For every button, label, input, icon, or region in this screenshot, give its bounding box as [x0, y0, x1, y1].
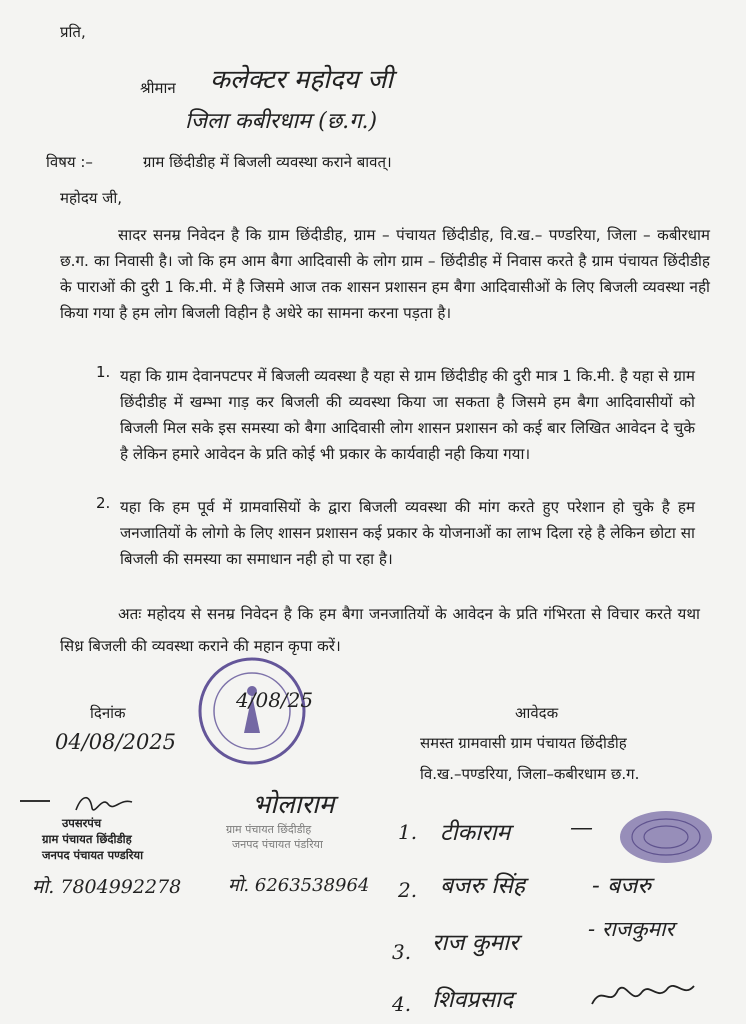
intro-paragraph: सादर सनम्र निवेदन है कि ग्राम छिंदीडीह, ग्राम – पंचायत छिंदीडीह, वि.ख.– पण्डरिया, जिला – कबीरधाम छ.ग. का निवासी है। जो कि हम आम बैगा आदिवासी के लोग ग्राम – छिंदीडीह में निवास करते है ग्राम पंचायत छिंदीडीह के पाराओं की दुरी 1 कि.मी. में है जिसमे आज तक शासन प्रशासन हम बैगा आदिवासीओं के लिए बिजली व्यवस्था नही किया गया है हम लोग बिजली विहीन है अधेरे का सामना करना पड़ता है।: [60, 226, 710, 322]
applicant-line2: वि.ख.–पण्डरिया, जिला–कबीरधाम छ.ग.: [420, 765, 640, 783]
applicant-label: आवेदक: [515, 704, 559, 722]
sign-list-2-name: बजरु सिंह: [440, 873, 525, 899]
signature-scribble-icon: [588, 978, 698, 1012]
sign-list-4-number: 4.: [392, 992, 412, 1016]
closing-paragraph: अतः महोदय से सनम्र निवेदन है कि हम बैगा जनजातियों के आवेदन के प्रति गंभिरता से विचार करते यथा सिध्र बिजली की व्यवस्था कराने की महान कृपा करें।: [60, 605, 700, 655]
recipient-line2: जिला कबीरधाम (छ.ग.): [185, 109, 378, 134]
sign-list-3-number: 3.: [392, 940, 412, 964]
signature-scribble-icon: [72, 790, 136, 818]
upsarpanch-mobile: मो. 7804992278: [32, 876, 182, 898]
greeting: महोदय जी,: [60, 189, 123, 207]
applicant-line1: समस्त ग्रामवासी ग्राम पंचायत छिंदीडीह: [420, 734, 627, 752]
sign-list-3-sign: - राजकुमार: [588, 917, 675, 941]
sign-list-4-signature: [588, 978, 698, 1012]
upsarpanch-org2: जनपद पंचायत पण्डरिया: [42, 848, 144, 862]
salutation-prefix: श्रीमान: [140, 79, 176, 97]
point-2-text: यहा कि हम पूर्व में ग्रामवासियों के द्वारा बिजली व्यवस्था की मांग करते हुए परेशान हो चुके है हम जनजातियों के लोगो के लिए शासन प्रशासन कई प्रकार के योजनाओं का लाभ दिला रहे है लेकिन छोटा सा बिजली की समस्या का समाधान नही हो पा रहा है।: [120, 498, 695, 568]
point-1-text: यहा कि ग्राम देवानपटपर में बिजली व्यवस्था है यहा से ग्राम छिंदीडीह की दुरी मात्र 1 कि.मी. है यहा से ग्राम छिंदीडीह में खम्भा गाड़ कर बिजली की व्यवस्था किया जा सकता है जिसमे हम बैगा आदिवासीयों को बिजली मिल सके इस समस्या को बैगा आदिवासी लोग शासन प्रशासन को कई बार लिखित आवेदन दे चुके है लेकिन हमारे आवेदन के प्रति कोई भी प्रकार के कार्यवाही नही किया गया।: [120, 367, 695, 463]
second-signatory-name: भोलाराम: [252, 790, 335, 820]
sign-list-4-name: शिवप्रसाद: [432, 987, 514, 1013]
date-label: दिनांक: [90, 704, 126, 722]
dash-mark: [20, 800, 50, 802]
second-signatory-mobile: मो. 6263538964: [228, 875, 370, 896]
recipient-line1: कलेक्टर महोदय जी: [210, 65, 394, 95]
upsarpanch-org1: ग्राम पंचायत छिंदीडीह: [42, 832, 132, 846]
second-stamp-line1: ग्राम पंचायत छिंदीडीह: [226, 823, 312, 836]
thumbprint-icon: [618, 808, 714, 866]
subject-label: विषय :–: [46, 153, 93, 171]
sign-list-1-sign: —: [570, 815, 593, 841]
sign-list-1-name: टीकाराम: [440, 820, 511, 846]
upsarpanch-signature: [72, 790, 136, 818]
date-value: 04/08/2025: [55, 730, 177, 754]
subject-text: ग्राम छिंदीडीह में बिजली व्यवस्था कराने बावत्।: [143, 153, 392, 171]
second-stamp-line2: जनपद पंचायत पंडरिया: [232, 838, 323, 851]
upsarpanch-title: उपसरपंच: [62, 816, 102, 830]
sign-list-2-number: 2.: [398, 878, 418, 902]
point-2-number: 2.: [96, 494, 111, 512]
sign-list-1-number: 1.: [398, 820, 418, 844]
thumbprint: [618, 808, 714, 866]
sign-list-2-sign: - बजरु: [592, 873, 652, 899]
stamp-date: 4/08/25: [236, 688, 314, 712]
point-1-number: 1.: [96, 363, 111, 381]
to-label: प्रति,: [60, 23, 86, 41]
sign-list-3-name: राज कुमार: [432, 930, 519, 956]
